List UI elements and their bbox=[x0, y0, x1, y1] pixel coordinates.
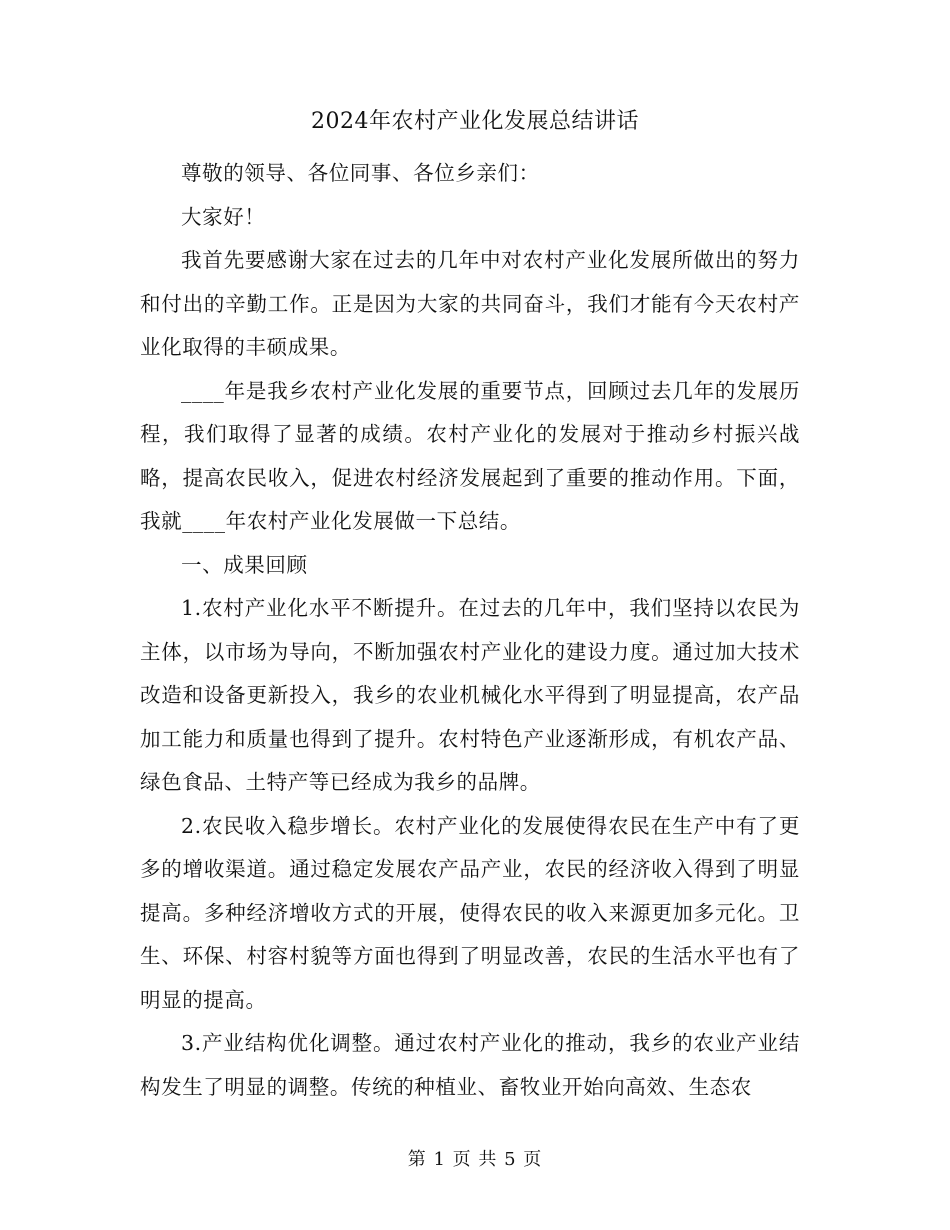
section-heading: 一、成果回顾 bbox=[181, 552, 308, 577]
paragraph: 1.农村产业化水平不断提升。在过去的几年中，我们坚持以农民为主体，以市场为导向，不断加强农村产业化的建设力度。通过加大技术改造和设备更新投入，我乡的农业机械化水平得到了明显提高，农产品加工能力和质量也得到了提升。农村特色产业逐渐形成，有机农产品、绿色食品、土特产等已经成为我乡的品牌。 bbox=[140, 596, 800, 794]
paragraph: 2.农民收入稳步增长。农村产业化的发展使得农民在生产中有了更多的增收渠道。通过稳定发展农产品产业，农民的经济收入得到了明显提高。多种经济增收方式的开展，使得农民的收入来源更加多元化。卫生、环保、村容村貌等方面也得到了明显改善，农民的生活水平也有了明显的提高。 bbox=[140, 813, 800, 1012]
paragraph-salutation: 尊敬的领导、各位同事、各位乡亲们： bbox=[181, 161, 540, 185]
paragraph: ____年是我乡农村产业化发展的重要节点，回顾过去几年的发展历程，我们取得了显著的成绩。农村产业化的发展对于推动乡村振兴战略，提高农民收入，促进农村经济发展起到了重要的推动作用。下面，我就____年农村产业化发展做一下总结。 bbox=[140, 378, 800, 533]
paragraph-greeting: 大家好！ bbox=[181, 204, 266, 229]
paragraph: 3.产业结构优化调整。通过农村产业化的推动，我乡的农业产业结构发生了明显的调整。传统的种植业、畜牧业开始向高效、生态农 bbox=[140, 1031, 800, 1099]
document-title: 2024年农村产业化发展总结讲话 bbox=[311, 109, 639, 134]
document-body bbox=[140, 152, 800, 1109]
page-indicator: 第 1 页 共 5 页 bbox=[407, 1149, 543, 1170]
paragraph: 我首先要感谢大家在过去的几年中对农村产业化发展所做出的努力和付出的辛勤工作。正是因为大家的共同奋斗，我们才能有今天农村产业化取得的丰硕成果。 bbox=[140, 248, 800, 359]
